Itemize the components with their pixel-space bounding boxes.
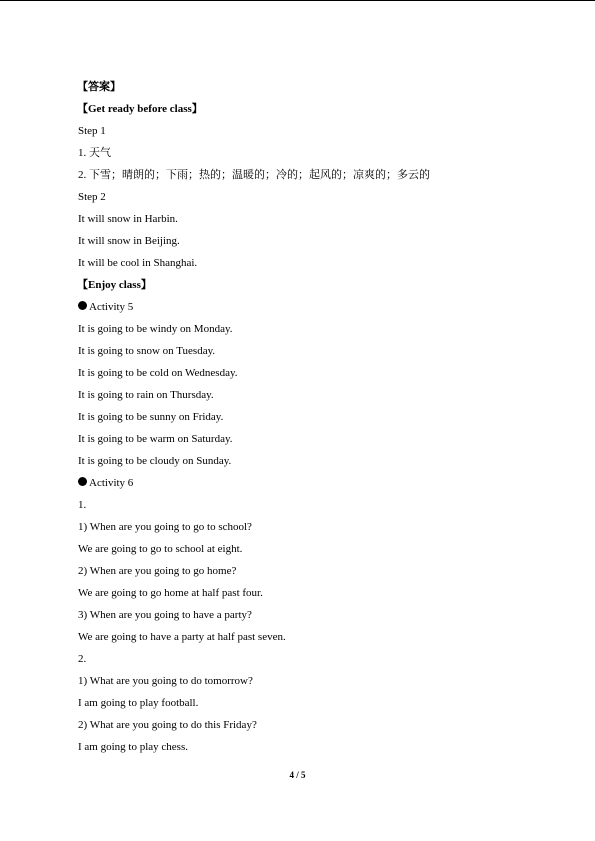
bullet-icon	[78, 477, 87, 486]
activity6-item: We are going to go to school at eight.	[78, 543, 243, 555]
activity6-item: 1) When are you going to go to school?	[78, 521, 252, 533]
activity5-label: Activity 5	[89, 301, 134, 313]
step2-item: It will be cool in Shanghai.	[78, 257, 198, 269]
activity5-item: It is going to be windy on Monday.	[78, 323, 233, 335]
step2-item: It will snow in Beijing.	[78, 235, 180, 247]
activity5-item: It is going to snow on Tuesday.	[78, 345, 216, 357]
activity6-item: I am going to play chess.	[78, 741, 188, 753]
activity6-item: 2) What are you going to do this Friday?	[78, 719, 257, 731]
section-heading-enjoy: 【Enjoy class】	[77, 279, 152, 291]
activity6-item: 3) When are you going to have a party?	[78, 609, 252, 621]
activity5-item: It is going to be cold on Wednesday.	[78, 367, 238, 379]
activity6-part-number: 1.	[78, 499, 87, 511]
activity6-item: I am going to play football.	[78, 697, 199, 709]
answer-content	[78, 76, 558, 758]
activity6-item: We are going to have a party at half past seven.	[78, 631, 286, 643]
activity6-item: 2) When are you going to go home?	[78, 565, 237, 577]
activity5-item: It is going to rain on Thursday.	[78, 389, 214, 401]
activity6-item: 1) What are you going to do tomorrow?	[78, 675, 253, 687]
activity6-heading	[78, 472, 558, 494]
activity6-item: We are going to go home at half past four.	[78, 587, 263, 599]
activity5-item: It is going to be cloudy on Sunday.	[78, 455, 232, 467]
step2-item: It will snow in Harbin.	[78, 213, 178, 225]
activity6-label: Activity 6	[89, 477, 134, 489]
section-heading-answers: 【答案】	[77, 81, 121, 93]
page-number: 4 / 5	[289, 770, 306, 780]
step1-item: 2. 下雪；晴朗的；下雨；热的；温暖的；冷的；起风的；凉爽的；多云的	[78, 169, 430, 181]
step1-item: 1. 天气	[78, 147, 111, 159]
activity5-heading	[78, 296, 558, 318]
bullet-icon	[78, 301, 87, 310]
activity6-part-number: 2.	[78, 653, 87, 665]
activity5-item: It is going to be warm on Saturday.	[78, 433, 233, 445]
section-heading-get-ready: 【Get ready before class】	[77, 103, 203, 115]
page-top-rule	[0, 0, 595, 1]
step1-label: Step 1	[78, 125, 106, 137]
activity5-item: It is going to be sunny on Friday.	[78, 411, 224, 423]
step2-label: Step 2	[78, 191, 106, 203]
